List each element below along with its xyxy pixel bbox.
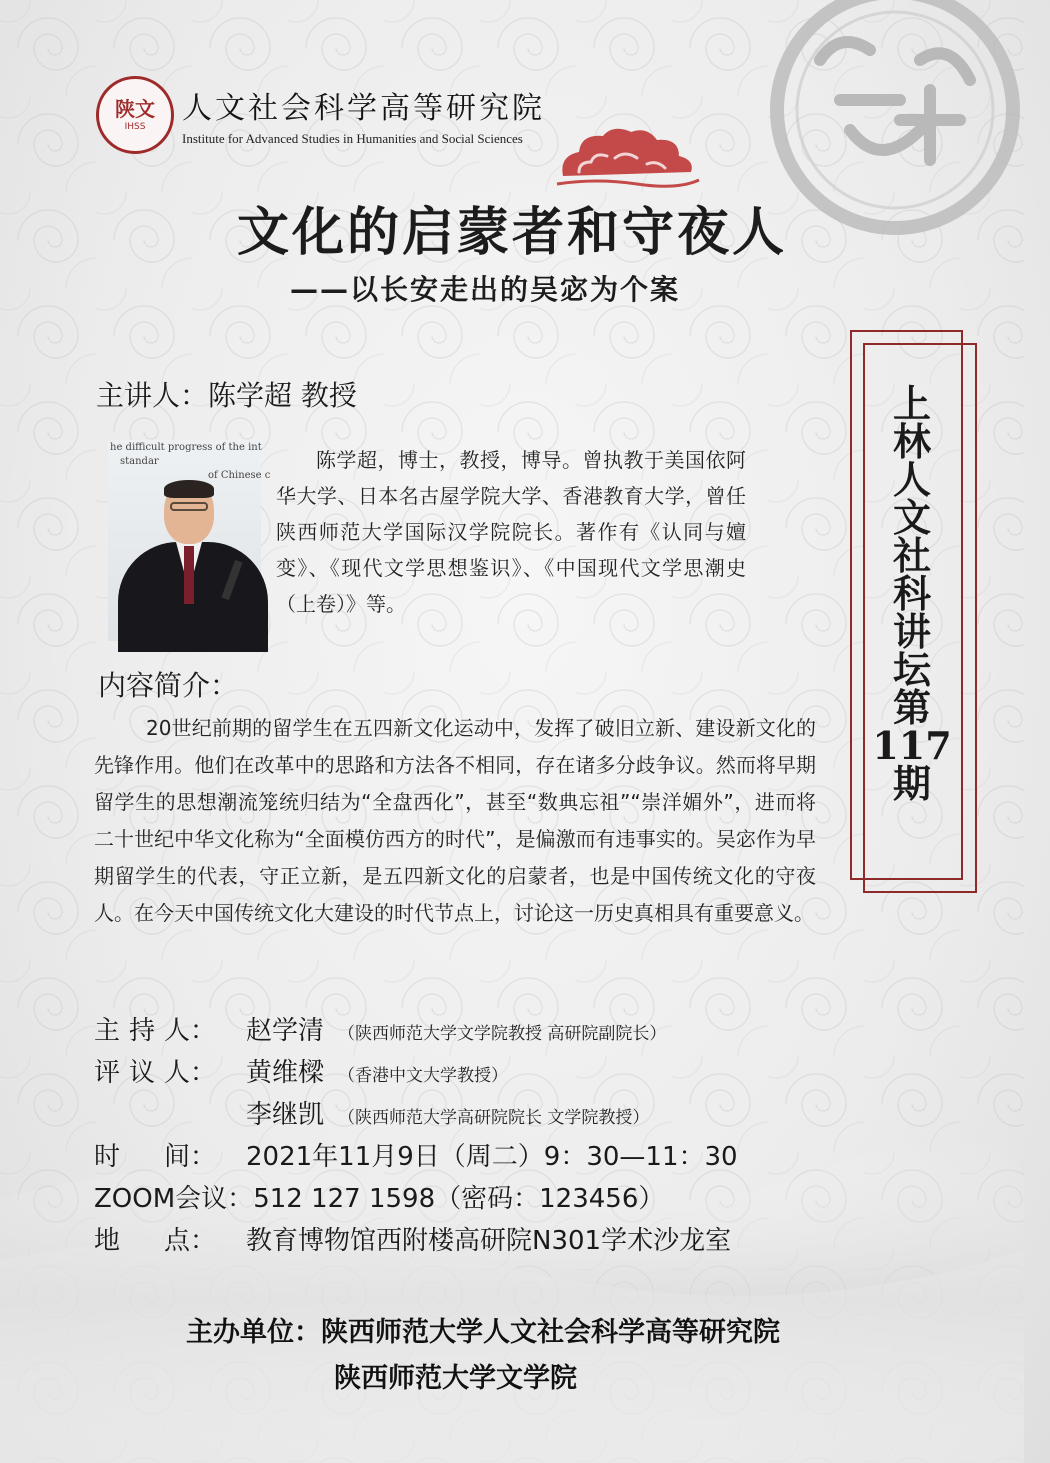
photo-hair (164, 480, 214, 498)
forum-badge (862, 381, 962, 806)
place-row (94, 1220, 738, 1262)
speaker-bio-text: 陈学超，博士，教授，博导。曾执教于美国依阿华大学、日本名古屋学院大学、香港教育大学，曾任陕西师范大学国际汉学院院长。著作有《认同与嬗变》、《现代文学思想鉴识》、《中国现代文学思潮史（上卷）》等。 (276, 448, 746, 616)
forum-badge-char: 科 (892, 571, 931, 616)
speaker-label: 主讲人：陈学超 教授 (96, 379, 357, 412)
host-row (94, 1010, 738, 1052)
institute-seal-icon (96, 76, 174, 154)
host-label-char: 人： (163, 1016, 216, 1046)
seal-abbr: IHSS (124, 122, 146, 132)
photo-screen-text: of Chinese c (208, 470, 271, 481)
forum-badge-char: 期 (892, 761, 931, 806)
commentator-label (94, 1052, 216, 1094)
forum-badge-char: 人 (892, 457, 931, 502)
event-details (94, 1010, 738, 1262)
logo-text (182, 83, 545, 147)
time-value: 2021年11月9日（周二）9：30—11：30 (246, 1142, 738, 1172)
organizers (186, 1310, 780, 1402)
commentator-label-char: 评 (94, 1058, 121, 1088)
commentator-2-name: 李继凯 (246, 1100, 325, 1130)
time-label-char: 间： (163, 1142, 216, 1172)
commentator-row (94, 1052, 738, 1094)
commentator-1-note: （香港中文大学教授） (338, 1066, 509, 1086)
time-row (94, 1136, 738, 1178)
forum-badge-char: 坛 (892, 647, 931, 692)
speaker-photo (108, 440, 271, 641)
host-label (94, 1010, 216, 1052)
introduction (94, 710, 816, 932)
place-value: 教育博物馆西附楼高研院N301学术沙龙室 (246, 1226, 732, 1256)
photo-screen-text: standar (120, 456, 159, 467)
place-label-char: 地 (94, 1226, 121, 1256)
commentator-label-char: 议 (128, 1058, 155, 1088)
time-label (94, 1136, 216, 1178)
institute-name-en: Institute for Advanced Studies in Humanities and Social Sciences (182, 131, 523, 146)
forum-badge-char: 文 (892, 495, 931, 540)
forum-badge-char: 上 (892, 381, 931, 426)
organizer-line-2: 陕西师范大学文学院 (334, 1363, 577, 1394)
forum-badge-char: 林 (892, 419, 931, 464)
zoom-row (94, 1178, 738, 1220)
commentator-label-char: 人： (163, 1058, 216, 1088)
auspicious-cloud-icon (555, 128, 700, 190)
zoom-meeting-id[interactable]: 512 127 1598（密码：123456） (253, 1184, 665, 1214)
seal-mark: 陕文 (115, 97, 155, 121)
page-title: 文化的启蒙者和守夜人 (236, 203, 787, 263)
place-label-char: 点： (163, 1226, 216, 1256)
forum-badge-char: 第 (892, 685, 931, 730)
forum-badge-number: 117 (872, 723, 952, 768)
commentator-1-name: 黄维樑 (246, 1058, 325, 1088)
host-name: 赵学清 (246, 1016, 325, 1046)
photo-tie (184, 546, 194, 604)
commentator-2-note: （陕西师范大学高研院院长 文学院教授） (338, 1108, 650, 1128)
institute-name-cn: 人文社会科学高等研究院 (182, 91, 545, 126)
page-subtitle: ——以长安走出的吴宓为个案 (290, 273, 681, 306)
place-label (94, 1220, 216, 1262)
host-note: （陕西师范大学文学院教授 高研院副院长） (338, 1024, 667, 1044)
institute-logo (96, 76, 545, 154)
host-label-char: 主 (94, 1016, 121, 1046)
introduction-label: 内容简介： (98, 669, 239, 702)
photo-glasses (170, 502, 208, 511)
time-label-char: 时 (94, 1142, 121, 1172)
photo-screen-text: he difficult progress of the int (110, 442, 262, 453)
host-label-char: 持 (128, 1016, 155, 1046)
forum-badge-char: 社 (892, 533, 931, 578)
introduction-text: 20世纪前期的留学生在五四新文化运动中，发挥了破旧立新、建设新文化的先锋作用。他们在改革中的思路和方法各不相同，存在诸多分歧争议。然而将早期留学生的思想潮流笼统归结为“全盘西化”，甚至“数典忘祖”“崇洋媚外”，进而将二十世纪中华文化称为“全面模仿西方的时代”，是偏激而有违事实的。吴宓作为早期留学生的代表，守正立新，是五四新文化的启蒙者，也是中国传统文化的守夜人。在今天中国传统文化大建设的时代节点上，讨论这一历史真相具有重要意义。 (94, 716, 816, 925)
speaker-bio (276, 442, 746, 622)
commentator-2-row (94, 1094, 738, 1136)
forum-badge-char: 讲 (892, 609, 931, 654)
zoom-label: ZOOM会议： (94, 1184, 254, 1214)
organizer-line-1: 主办单位：陕西师范大学人文社会科学高等研究院 (186, 1317, 780, 1348)
